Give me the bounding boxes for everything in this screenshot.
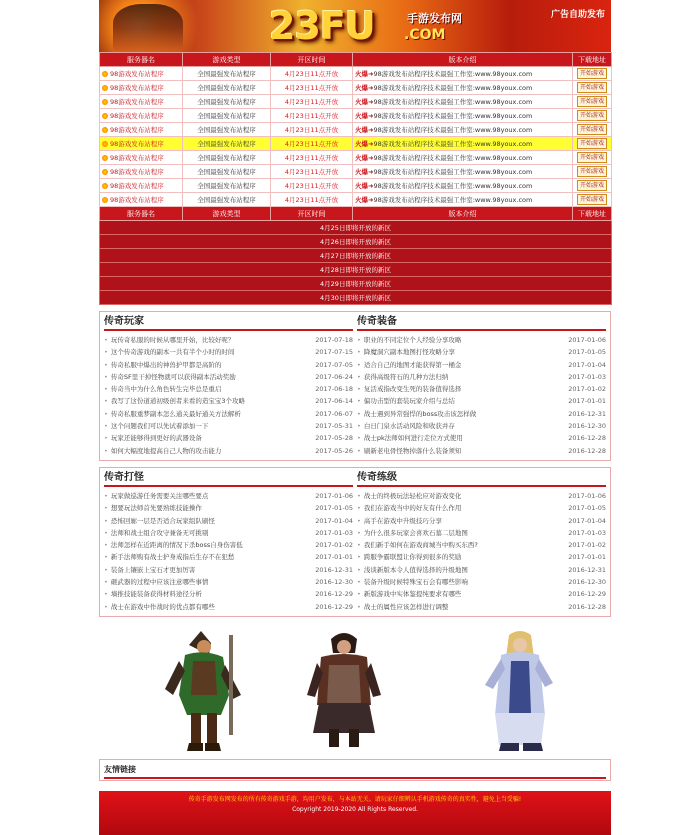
list-item[interactable] xyxy=(104,601,353,613)
article-link[interactable]: • 高手在游戏中升级技巧分享 xyxy=(357,515,442,527)
article-link[interactable]: • 玩传奇私服的时候从哪里开始，比较好呢？ xyxy=(104,334,234,346)
article-date: 2017-01-01 xyxy=(568,397,606,406)
flame-icon xyxy=(102,141,108,147)
start-game-button[interactable]: 开始游戏 xyxy=(577,110,607,121)
friend-links-title: 友情链接 xyxy=(104,760,606,779)
version-cell xyxy=(353,151,573,165)
table-header-row xyxy=(100,53,612,67)
game-type-cell: 全国最强发布站程序 xyxy=(183,123,271,137)
download-cell xyxy=(573,95,612,109)
flame-icon xyxy=(102,155,108,161)
article-link[interactable]: • 新手法师购有战士护身戒指后生存不在犯愁 xyxy=(104,551,234,563)
col-server-name: 服务器名 xyxy=(100,53,183,67)
article-date: 2017-06-24 xyxy=(315,372,353,381)
article-link[interactable]: • 我写了这份道道初级创者来看的造宝宝3个攻略 xyxy=(104,395,245,407)
footer-notice: 传奇手游发布网发布的所有传奇游戏手游，均用户发布，与本站无关。请玩家仔细辨认手机游戏传奇的真实性，避免上当受骗! xyxy=(188,795,522,803)
version-text: 98游戏发布站程序技术最强工作室:www.98youx.com xyxy=(373,70,533,78)
article-link[interactable]: • 恐怖回廊一层是否适合玩家组队刷怪 xyxy=(104,515,215,527)
list-item[interactable] xyxy=(104,408,353,420)
game-type-cell: 全国最强发布站程序 xyxy=(183,137,271,151)
article-date: 2017-01-02 xyxy=(315,541,353,550)
article-date: 2016-12-28 xyxy=(568,434,606,443)
article-date: 2017-06-07 xyxy=(315,409,353,418)
article-date: 2017-01-04 xyxy=(315,516,353,525)
server-name-link[interactable]: 98游戏发布站程序 xyxy=(110,98,164,106)
article-link[interactable]: • 我们在游戏当中的好友有什么作用 xyxy=(357,502,461,514)
article-date: 2016-12-31 xyxy=(568,409,606,418)
article-link[interactable]: • 砸武器的过程中应该注意哪些事情 xyxy=(104,576,208,588)
article-date: 2017-01-03 xyxy=(568,528,606,537)
article-date: 2016-12-28 xyxy=(568,446,606,455)
article-date: 2016-12-28 xyxy=(568,602,606,611)
table-row xyxy=(100,67,612,81)
version-text: 98游戏发布站程序技术最强工作室:www.98youx.com xyxy=(373,126,533,134)
panel-box-bottom xyxy=(99,467,611,617)
site-logo-subtitle: 手游发布网 xyxy=(407,12,462,25)
table-row xyxy=(100,137,612,151)
version-cell xyxy=(353,123,573,137)
article-link[interactable]: • 偏功击型的套装玩家介绍与总结 xyxy=(357,395,455,407)
start-game-button[interactable]: 开始游戏 xyxy=(577,68,607,79)
open-time-cell: 4月23日11点开放 xyxy=(271,179,353,193)
start-game-button[interactable]: 开始游戏 xyxy=(577,166,607,177)
article-date: 2016-12-29 xyxy=(315,590,353,599)
site-logo-domain: .COM xyxy=(404,27,446,43)
panel-title: 传奇装备 xyxy=(357,314,606,331)
list-item[interactable] xyxy=(357,420,606,432)
flame-icon xyxy=(102,71,108,77)
article-link[interactable]: • 战士在游戏中作战时的优点都有哪些 xyxy=(104,601,215,613)
table-row xyxy=(100,165,612,179)
download-cell xyxy=(573,179,612,193)
game-type-cell: 全国最强发布站程序 xyxy=(183,165,271,179)
article-link[interactable]: • 新版游戏中实体鉴提纯要求有哪些 xyxy=(357,588,461,600)
server-name-cell[interactable] xyxy=(100,165,183,179)
table-footer-header-row xyxy=(100,207,612,221)
article-link[interactable]: • 墙推技能装备获得材料途径分析 xyxy=(104,588,202,600)
list-item[interactable] xyxy=(104,445,353,457)
server-name-link[interactable]: 98游戏发布站程序 xyxy=(110,84,164,92)
article-date: 2017-01-06 xyxy=(315,491,353,500)
version-cell xyxy=(353,67,573,81)
download-cell xyxy=(573,193,612,207)
open-time-cell: 4月23日11点开放 xyxy=(271,151,353,165)
start-game-button[interactable]: 开始游戏 xyxy=(577,124,607,135)
version-cell xyxy=(353,165,573,179)
panel-monsters xyxy=(104,470,353,613)
server-name-cell[interactable] xyxy=(100,137,183,151)
article-link[interactable]: • 玩家做巡游任务需要关注哪些要点 xyxy=(104,490,208,502)
article-date: 2016-12-30 xyxy=(568,578,606,587)
upcoming-server-link[interactable]: 4月26日即将开放的新区 xyxy=(100,235,612,249)
hot-arrow-icon: 火爆➜ xyxy=(355,70,374,78)
download-cell xyxy=(573,109,612,123)
flame-icon xyxy=(102,113,108,119)
list-item[interactable] xyxy=(357,334,606,346)
list-item[interactable] xyxy=(104,432,353,444)
article-date: 2017-01-04 xyxy=(568,360,606,369)
taoist-character-image xyxy=(475,625,565,755)
hot-arrow-icon: 火爆➜ xyxy=(355,140,374,148)
table-row xyxy=(100,109,612,123)
article-link[interactable]: • 传奇私服中爆出的神兽护甲都是高阶的 xyxy=(104,359,221,371)
article-date: 2017-07-15 xyxy=(315,348,353,357)
version-text: 98游戏发布站程序技术最强工作室:www.98youx.com xyxy=(373,182,533,190)
server-name-link[interactable]: 98游戏发布站程序 xyxy=(110,196,164,204)
open-time-cell: 4月23日11点开放 xyxy=(271,109,353,123)
article-panels xyxy=(99,311,611,617)
article-date: 2017-01-02 xyxy=(568,385,606,394)
article-link[interactable]: • 装备升级时候特殊宝石会有哪些影响 xyxy=(357,576,468,588)
open-time-cell: 4月23日11点开放 xyxy=(271,137,353,151)
list-item[interactable] xyxy=(357,515,606,527)
hot-arrow-icon: 火爆➜ xyxy=(355,182,374,190)
version-text: 98游戏发布站程序技术最强工作室:www.98youx.com xyxy=(373,196,533,204)
hero-artwork xyxy=(113,4,183,52)
list-item[interactable] xyxy=(357,432,606,444)
upcoming-server-link[interactable]: 4月29日即将开放的新区 xyxy=(100,277,612,291)
col-open-time: 开区时间 xyxy=(271,207,353,221)
article-link[interactable]: • 战士的终极玩法轻松应对游戏变化 xyxy=(357,490,461,502)
col-game-type: 游戏类型 xyxy=(183,207,271,221)
panel-players xyxy=(104,314,353,457)
article-link[interactable]: • 浅谈新版本令人值得选择的升级地图 xyxy=(357,564,468,576)
panel-title: 传奇打怪 xyxy=(104,470,353,487)
list-item[interactable] xyxy=(104,515,353,527)
upcoming-row xyxy=(100,291,612,305)
server-name-link[interactable]: 98游戏发布站程序 xyxy=(110,126,164,134)
article-date: 2016-12-30 xyxy=(568,422,606,431)
table-row xyxy=(100,123,612,137)
list-item[interactable] xyxy=(104,527,353,539)
server-name-link[interactable]: 98游戏发布站程序 xyxy=(110,70,164,78)
version-cell xyxy=(353,95,573,109)
article-date: 2017-01-03 xyxy=(315,528,353,537)
article-date: 2017-01-02 xyxy=(568,541,606,550)
header-banner xyxy=(99,0,611,52)
list-item[interactable] xyxy=(104,576,353,588)
download-cell xyxy=(573,151,612,165)
list-item[interactable] xyxy=(357,539,606,551)
flame-icon xyxy=(102,85,108,91)
footer-copyright: Copyright 2019-2020 All Rights Reserved. xyxy=(292,805,418,813)
flame-icon xyxy=(102,197,108,203)
game-type-cell: 全国最强发布站程序 xyxy=(183,193,271,207)
article-date: 2016-12-29 xyxy=(568,590,606,599)
start-game-button[interactable]: 开始游戏 xyxy=(577,152,607,163)
article-date: 2017-01-06 xyxy=(568,336,606,344)
list-item[interactable] xyxy=(357,408,606,420)
list-item[interactable] xyxy=(357,445,606,457)
article-link[interactable]: • 传奇私服重梦副本怎么通关最好通关方法解析 xyxy=(104,408,241,420)
list-item[interactable] xyxy=(104,551,353,563)
download-cell xyxy=(573,81,612,95)
game-type-cell: 全国最强发布站程序 xyxy=(183,179,271,193)
server-name-link[interactable]: 98游戏发布站程序 xyxy=(110,140,164,148)
article-date: 2016-12-29 xyxy=(315,602,353,611)
article-link[interactable]: • 白日门泉水活动风险和收获并存 xyxy=(357,420,455,432)
ad-self-publish-link[interactable]: 广告自助发布 xyxy=(550,10,605,20)
list-item[interactable] xyxy=(104,420,353,432)
open-time-cell: 4月23日11点开放 xyxy=(271,193,353,207)
list-item[interactable] xyxy=(104,490,353,502)
panel-title: 传奇练级 xyxy=(357,470,606,487)
upcoming-row xyxy=(100,263,612,277)
upcoming-server-link[interactable]: 4月25日即将开放的新区 xyxy=(100,221,612,235)
server-name-link[interactable]: 98游戏发布站程序 xyxy=(110,168,164,176)
col-version: 版本介绍 xyxy=(353,207,573,221)
list-item[interactable] xyxy=(104,588,353,600)
hot-arrow-icon: 火爆➜ xyxy=(355,112,374,120)
open-time-cell: 4月23日11点开放 xyxy=(271,123,353,137)
article-date: 2017-07-05 xyxy=(315,360,353,369)
list-item[interactable] xyxy=(357,359,606,371)
version-text: 98游戏发布站程序技术最强工作室:www.98youx.com xyxy=(373,112,533,120)
article-date: 2017-05-26 xyxy=(315,446,353,455)
server-name-link[interactable]: 98游戏发布站程序 xyxy=(110,112,164,120)
hot-arrow-icon: 火爆➜ xyxy=(355,84,374,92)
server-name-cell[interactable] xyxy=(100,193,183,207)
hot-arrow-icon: 火爆➜ xyxy=(355,98,374,106)
article-link[interactable]: • 刷新老电骨怪物掉落什么装备须知 xyxy=(357,445,461,457)
article-link[interactable]: • 传奇SF里干掉怪物就可以获得副本活动奖励 xyxy=(104,371,236,383)
flame-icon xyxy=(102,183,108,189)
table-row xyxy=(100,179,612,193)
start-game-button[interactable]: 开始游戏 xyxy=(577,180,607,191)
version-cell xyxy=(353,179,573,193)
version-text: 98游戏发布站程序技术最强工作室:www.98youx.com xyxy=(373,168,533,176)
upcoming-row xyxy=(100,277,612,291)
article-link[interactable]: • 降魔洞穴副本地图打怪攻略分享 xyxy=(357,346,455,358)
open-time-cell: 4月23日11点开放 xyxy=(271,95,353,109)
game-type-cell: 全国最强发布站程序 xyxy=(183,109,271,123)
start-game-button[interactable]: 开始游戏 xyxy=(577,96,607,107)
col-download: 下载地址 xyxy=(573,53,612,67)
article-date: 2016-12-31 xyxy=(315,565,353,574)
article-date: 2017-06-14 xyxy=(315,397,353,406)
panel-equipment xyxy=(357,314,606,457)
list-item[interactable] xyxy=(357,601,606,613)
mage-character-image xyxy=(299,625,389,755)
list-item[interactable] xyxy=(104,502,353,514)
list-item[interactable] xyxy=(357,383,606,395)
hot-arrow-icon: 火爆➜ xyxy=(355,168,374,176)
page xyxy=(99,0,611,835)
list-item[interactable] xyxy=(104,383,353,395)
article-link[interactable]: • 这个传奇游戏的副本一共有半个小时的时间 xyxy=(104,346,234,358)
open-time-cell: 4月23日11点开放 xyxy=(271,81,353,95)
table-row xyxy=(100,95,612,109)
article-link[interactable]: • 如何大幅度地提高自己人物的攻击能力 xyxy=(104,445,221,457)
upcoming-server-link[interactable]: 4月27日即将开放的新区 xyxy=(100,249,612,263)
flame-icon xyxy=(102,127,108,133)
article-date: 2017-01-03 xyxy=(568,372,606,381)
server-name-link[interactable]: 98游戏发布站程序 xyxy=(110,154,164,162)
table-row xyxy=(100,193,612,207)
list-item[interactable] xyxy=(357,490,606,502)
panel-box-top xyxy=(99,311,611,461)
article-link[interactable]: • 想要玩法师首先要熟练技能操作 xyxy=(104,502,202,514)
article-date: 2017-01-01 xyxy=(315,553,353,562)
upcoming-row xyxy=(100,235,612,249)
article-date: 2017-01-05 xyxy=(315,504,353,513)
server-table xyxy=(99,52,612,305)
list-item[interactable] xyxy=(357,502,606,514)
server-name-cell[interactable] xyxy=(100,151,183,165)
server-name-cell[interactable] xyxy=(100,95,183,109)
game-type-cell: 全国最强发布站程序 xyxy=(183,95,271,109)
upcoming-row xyxy=(100,221,612,235)
version-cell xyxy=(353,137,573,151)
list-item[interactable] xyxy=(104,395,353,407)
article-date: 2017-01-05 xyxy=(568,348,606,357)
list-item[interactable] xyxy=(357,564,606,576)
server-name-cell[interactable] xyxy=(100,67,183,81)
flame-icon xyxy=(102,99,108,105)
list-item[interactable] xyxy=(357,395,606,407)
version-cell xyxy=(353,193,573,207)
game-type-cell: 全国最强发布站程序 xyxy=(183,81,271,95)
version-text: 98游戏发布站程序技术最强工作室:www.98youx.com xyxy=(373,84,533,92)
article-date: 2017-01-06 xyxy=(568,491,606,500)
col-game-type: 游戏类型 xyxy=(183,53,271,67)
table-row xyxy=(100,151,612,165)
article-date: 2017-05-31 xyxy=(315,422,353,431)
hot-arrow-icon: 火爆➜ xyxy=(355,196,374,204)
list-item[interactable] xyxy=(104,564,353,576)
list-item[interactable] xyxy=(104,359,353,371)
hot-arrow-icon: 火爆➜ xyxy=(355,154,374,162)
start-game-button[interactable]: 开始游戏 xyxy=(577,82,607,93)
version-cell xyxy=(353,109,573,123)
table-row xyxy=(100,81,612,95)
list-item[interactable] xyxy=(104,346,353,358)
panel-leveling xyxy=(357,470,606,613)
server-name-cell[interactable] xyxy=(100,179,183,193)
list-item[interactable] xyxy=(104,539,353,551)
article-date: 2017-01-05 xyxy=(568,504,606,513)
server-name-link[interactable]: 98游戏发布站程序 xyxy=(110,182,164,190)
server-rows xyxy=(100,67,612,207)
upcoming-server-link[interactable]: 4月28日即将开放的新区 xyxy=(100,263,612,277)
character-showcase xyxy=(99,625,611,755)
version-text: 98游戏发布站程序技术最强工作室:www.98youx.com xyxy=(373,98,533,106)
flame-icon xyxy=(102,169,108,175)
open-time-cell: 4月23日11点开放 xyxy=(271,67,353,81)
panel-title: 传奇玩家 xyxy=(104,314,353,331)
version-text: 98游戏发布站程序技术最强工作室:www.98youx.com xyxy=(373,154,533,162)
article-date: 2017-01-01 xyxy=(568,553,606,562)
article-link[interactable]: • 这个问题我们可以先试着添加一下 xyxy=(104,420,208,432)
upcoming-row xyxy=(100,249,612,263)
start-game-button[interactable]: 开始游戏 xyxy=(577,138,607,149)
article-link[interactable]: • 法师怎样在近距离的情况下杀boss自身伤害低 xyxy=(104,539,243,551)
article-link[interactable]: • 玩家还能够得到更好的武器设备 xyxy=(104,432,202,444)
site-logo[interactable]: 23FU xyxy=(269,4,375,48)
hot-arrow-icon: 火爆➜ xyxy=(355,126,374,134)
download-cell xyxy=(573,137,612,151)
col-download: 下载地址 xyxy=(573,207,612,221)
article-date: 2017-05-28 xyxy=(315,434,353,443)
article-date: 2016-12-30 xyxy=(315,578,353,587)
article-date: 2016-12-31 xyxy=(568,565,606,574)
article-link[interactable]: • 战士的属性应该怎样进行调整 xyxy=(357,601,448,613)
article-date: 2017-06-18 xyxy=(315,385,353,394)
col-server-name: 服务器名 xyxy=(100,207,183,221)
game-type-cell: 全国最强发布站程序 xyxy=(183,67,271,81)
article-date: 2017-07-18 xyxy=(315,336,353,344)
article-link[interactable]: • 我们新手如何在游戏商城当中购买东西? xyxy=(357,539,478,551)
footer xyxy=(99,791,611,835)
article-link[interactable]: • 为什么很多玩家会喜欢石墓二层地图 xyxy=(357,527,468,539)
version-text: 98游戏发布站程序技术最强工作室:www.98youx.com xyxy=(373,140,533,148)
col-open-time: 开区时间 xyxy=(271,53,353,67)
list-item[interactable] xyxy=(357,551,606,563)
article-date: 2017-01-04 xyxy=(568,516,606,525)
upcoming-rows xyxy=(100,221,612,305)
list-item[interactable] xyxy=(357,346,606,358)
start-game-button[interactable]: 开始游戏 xyxy=(577,194,607,205)
list-item[interactable] xyxy=(104,371,353,383)
list-item[interactable] xyxy=(357,588,606,600)
list-item[interactable] xyxy=(357,576,606,588)
article-link[interactable]: • 战士pk法师如何进行走位方式使用 xyxy=(357,432,463,444)
open-time-cell: 4月23日11点开放 xyxy=(271,165,353,179)
server-name-cell[interactable] xyxy=(100,123,183,137)
article-link[interactable]: • 跨服争霸联盟让你得到很多的奖励 xyxy=(357,551,461,563)
friend-links-box xyxy=(99,759,611,781)
article-link[interactable]: • 获得高级符石的几种方法归纳 xyxy=(357,371,448,383)
col-version: 版本介绍 xyxy=(353,53,573,67)
article-link[interactable]: • 传奇当中为什么角色转生完毕总是重启 xyxy=(104,383,221,395)
server-name-cell[interactable] xyxy=(100,109,183,123)
article-link[interactable]: • 战士遇到异常强悍的boss攻击该怎样做 xyxy=(357,408,476,420)
version-cell xyxy=(353,81,573,95)
download-cell xyxy=(573,67,612,81)
download-cell xyxy=(573,123,612,137)
list-item[interactable] xyxy=(357,371,606,383)
article-link[interactable]: • 法师和战士组合攻守兼备无可挑剔 xyxy=(104,527,208,539)
download-cell xyxy=(573,165,612,179)
article-link[interactable]: • 复活戒指改变生死的装备值得选择 xyxy=(357,383,461,395)
server-name-cell[interactable] xyxy=(100,81,183,95)
article-link[interactable]: • 职业的不同定位个人经验分享攻略 xyxy=(357,334,461,346)
list-item[interactable] xyxy=(104,334,353,346)
article-link[interactable]: • 适合自己的地图才能获得第一桶金 xyxy=(357,359,461,371)
game-type-cell: 全国最强发布站程序 xyxy=(183,151,271,165)
list-item[interactable] xyxy=(357,527,606,539)
article-link[interactable]: • 装备上镶嵌上宝石才更加厉害 xyxy=(104,564,195,576)
warrior-character-image xyxy=(159,625,249,755)
upcoming-server-link[interactable]: 4月30日即将开放的新区 xyxy=(100,291,612,305)
